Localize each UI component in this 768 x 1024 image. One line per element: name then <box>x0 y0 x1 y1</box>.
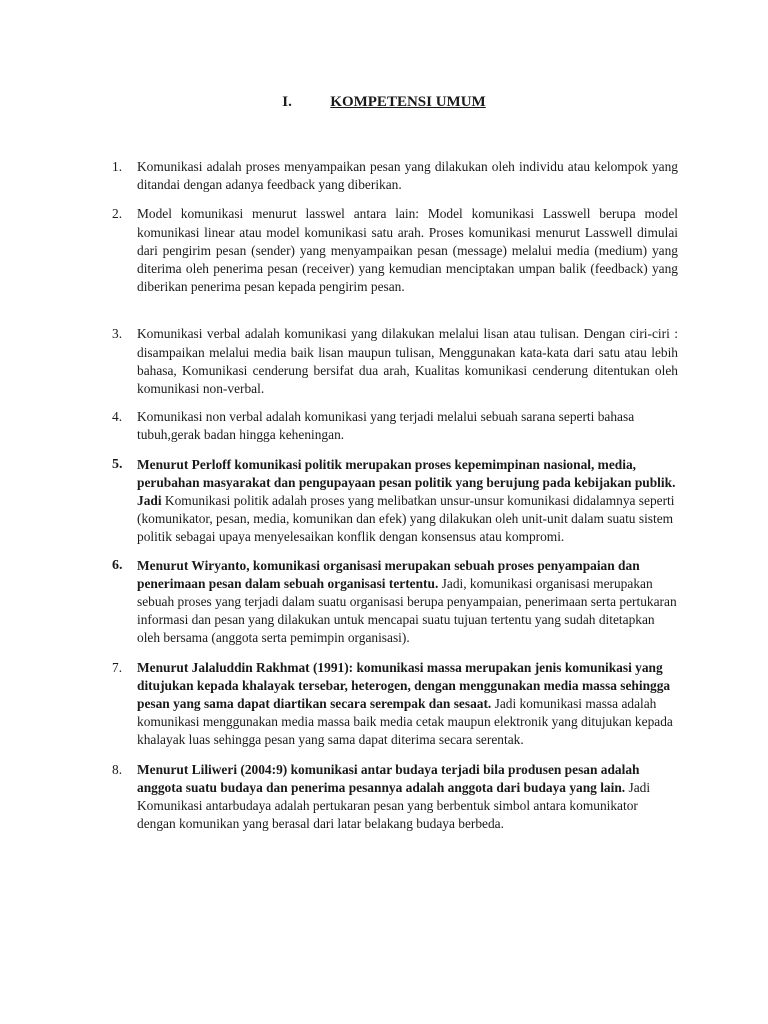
item-body: Jadi Komunikasi antarbudaya adalah pertukaran pesan yang berbentuk simbol antara komunikator dengan komunikan yang berasal dari latar belakang budaya berbeda. <box>137 779 651 832</box>
list-number: 4. <box>112 409 123 425</box>
list-number: 7. <box>112 659 123 675</box>
item-text-wrap <box>137 557 678 648</box>
item-lead: Menurut Wiryanto, komunikasi organisasi merupakan sebuah proses penyampaian dan penerimaan pesan dalam sebuah organisasi tertentu. <box>137 557 640 591</box>
section-number: I. <box>282 94 292 110</box>
list-item <box>112 158 678 194</box>
item-body: Komunikasi politik adalah proses yang melibatkan unsur-unsur komunikasi didalamnya seperti (komunikator, pesan, media, komunikan dan efek) yang dilakukan oleh unit-unit dalam suatu sistem politik sebagai upaya menyelesaikan konflik dengan konsensus atau kompromi. <box>137 493 675 545</box>
item-body: Model komunikasi menurut lasswel antara lain: Model komunikasi Lasswell berupa model komunikasi linear atau model komunikasi satu arah. Proses komunikasi menurut Lasswell dimulai dari pengirim pesan (sender) yang menyampaikan pesan (message) melalui media (medium) yang diterima oleh penerima pesan (receiver) yang kemudian menciptakan umpan balik (feedback) yang diberikan penerima pesan kepada pengirim pesan. <box>137 206 678 295</box>
item-text-wrap <box>137 761 678 834</box>
item-lead: Menurut Perloff komunikasi politik merupakan proses kepemimpinan nasional, media, perubahan masyarakat dan pengupayaan pesan politik yang berujung pada kebijakan publik. Jadi <box>137 456 676 509</box>
item-text-wrap <box>137 158 678 194</box>
item-body: Komunikasi adalah proses menyampaikan pesan yang dilakukan oleh individu atau kelompok yang ditandai dengan adanya feedback yang diberikan. <box>137 159 678 193</box>
item-lead: Menurut Jalaluddin Rakhmat (1991): komunikasi massa merupakan jenis komunikasi yang ditujukan kepada khalayak tersebar, heterogen, dengan menggunakan media massa sehingga pesan yang sama dapat diartikan secara serempak dan sesaat. <box>137 659 671 712</box>
item-text-wrap <box>137 659 678 750</box>
item-body: Komunikasi verbal adalah komunikasi yang dilakukan melalui lisan atau tulisan. Dengan ciri-ciri : disampaikan melalui media baik lisan maupun tulisan, Menggunakan kata-kata dari satu atau lebih bahasa, Komunikasi cenderung bersifat dua arah, Kualitas komunikasi cenderung ditentukan oleh komunikasi non-verbal. <box>137 326 678 397</box>
list-item <box>112 761 678 834</box>
item-text-wrap <box>137 205 678 296</box>
list-item <box>112 659 678 750</box>
item-body: Jadi, komunikasi organisasi merupakan sebuah proses yang terjadi dalam suatu organisasi berupa penyampaian, penerimaan serta pertukaran informasi dan pesan yang dilakukan untuk mencapai suatu tujuan tertentu yang sudah ditetapkan oleh bersama (anggota serta pemimpin organisasi). <box>137 575 677 646</box>
list-number: 1. <box>112 159 123 174</box>
list-number: 6. <box>112 557 123 573</box>
list-item <box>112 205 678 296</box>
competency-list <box>112 158 678 834</box>
list-number: 2. <box>112 206 123 222</box>
list-item <box>112 325 678 398</box>
section-title: KOMPETENSI UMUM <box>330 94 486 110</box>
list-item <box>112 557 678 648</box>
item-text-wrap <box>137 408 678 444</box>
list-number: 3. <box>112 326 123 342</box>
item-text-wrap <box>137 325 678 398</box>
list-number: 5. <box>112 456 123 472</box>
item-body: Komunikasi non verbal adalah komunikasi yang terjadi melalui sebuah sarana seperti bahasa tubuh,gerak badan hingga keheningan. <box>137 409 635 443</box>
section-heading <box>0 94 768 111</box>
item-lead: Menurut Liliweri (2004:9) komunikasi antar budaya terjadi bila produsen pesan adalah anggota suatu budaya dan penerima pesannya adalah anggota dari budaya yang lain. <box>137 761 640 795</box>
list-item <box>112 456 678 547</box>
list-number: 8. <box>112 761 123 777</box>
item-body: Jadi komunikasi massa adalah komunikasi menggunakan media massa baik media cetak maupun elektronik yang ditujukan kepada khalayak luas sehingga pesan yang sama dapat diterima secara serentak. <box>137 696 673 748</box>
list-item <box>112 408 678 444</box>
item-text-wrap <box>137 456 678 547</box>
